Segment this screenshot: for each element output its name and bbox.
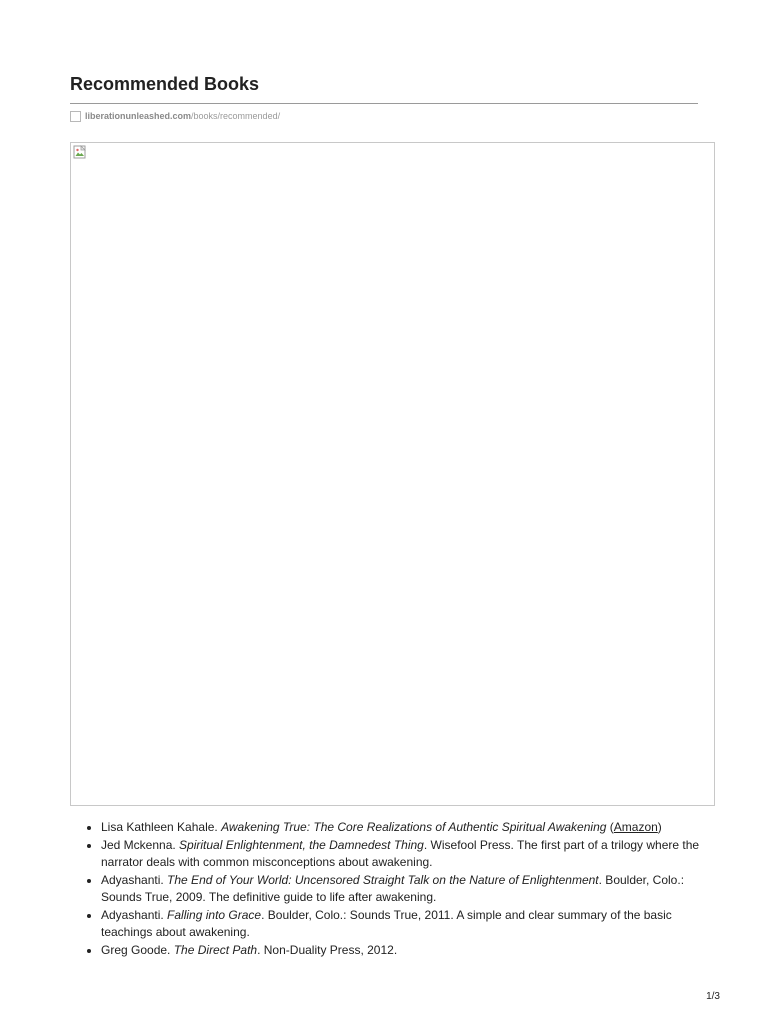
book-title: Spiritual Enlightenment, the Damnedest Thing xyxy=(179,837,424,852)
book-author: Greg Goode. xyxy=(101,942,174,957)
book-author: Adyashanti. xyxy=(101,872,168,887)
article-image xyxy=(70,142,715,806)
list-item xyxy=(101,907,710,942)
book-details: . Boulder, Colo.: Sounds True, 2011. A simple and clear summary of the basic teachings about awakening. xyxy=(101,907,672,939)
book-title: The Direct Path xyxy=(173,942,258,957)
book-title: The End of Your World: Uncensored Straight Talk on the Nature of Enlightenment xyxy=(167,872,599,887)
page-number: 1/3 xyxy=(706,991,720,1002)
book-details: ( xyxy=(606,820,614,834)
source-path[interactable]: /books/recommended/ xyxy=(191,111,281,121)
book-author: Jed Mckenna. xyxy=(101,837,180,852)
source-url[interactable] xyxy=(70,109,280,123)
list-item xyxy=(101,942,710,960)
book-title: Awakening True: The Core Realizations of Authentic Spiritual Awakening xyxy=(221,820,607,834)
book-list xyxy=(70,819,710,959)
book-title: Falling into Grace xyxy=(167,907,262,922)
source-domain[interactable]: liberationunleashed.com xyxy=(85,111,192,121)
list-item xyxy=(101,819,710,837)
list-item xyxy=(101,837,710,872)
favicon-icon xyxy=(70,111,81,122)
book-details: . Non-Duality Press, 2012. xyxy=(257,942,398,957)
list-item xyxy=(101,872,710,907)
broken-image-icon xyxy=(73,145,87,159)
book-author: Lisa Kathleen Kahale. xyxy=(101,820,222,834)
book-author: Adyashanti. xyxy=(101,907,168,922)
title-divider xyxy=(70,103,698,104)
book-details: . Boulder, Colo.: Sounds True, 2009. The definitive guide to life after awakening. xyxy=(101,872,685,904)
book-details: ) xyxy=(657,820,662,834)
book-details: . Wisefool Press. The first part of a trilogy where the narrator deals with common misconceptions about awakening. xyxy=(101,837,700,869)
amazon-link[interactable]: Amazon xyxy=(613,820,658,834)
page-title: Recommended Books xyxy=(70,74,260,94)
